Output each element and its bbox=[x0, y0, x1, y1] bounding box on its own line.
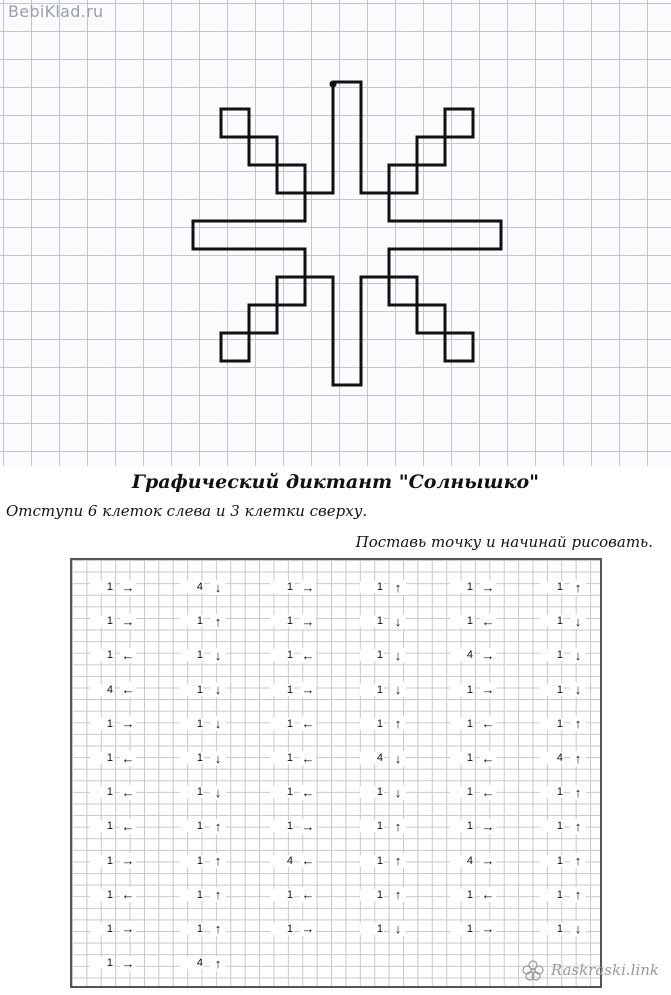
step-count: 1 bbox=[180, 615, 204, 627]
step-count: 1 bbox=[180, 786, 204, 798]
instruction-offset: Отступи 6 клеток слева и 3 клетки сверху. bbox=[6, 502, 368, 520]
step bbox=[540, 673, 600, 707]
step-count: 1 bbox=[540, 718, 564, 730]
arrow-up-icon: ↑ bbox=[210, 956, 226, 971]
step-count: 1 bbox=[180, 923, 204, 935]
arrow-right-icon: → bbox=[301, 682, 315, 698]
step-count: 1 bbox=[90, 615, 114, 627]
step-count: 1 bbox=[360, 649, 384, 661]
step-count: 1 bbox=[180, 649, 204, 661]
step bbox=[360, 604, 420, 638]
arrow-right-icon: → bbox=[481, 921, 495, 937]
arrow-left-icon: ← bbox=[481, 613, 495, 629]
step bbox=[360, 638, 420, 672]
step bbox=[90, 912, 150, 946]
step bbox=[540, 741, 600, 775]
arrow-right-icon: → bbox=[121, 716, 135, 732]
step-count: 1 bbox=[270, 786, 294, 798]
arrow-left-icon: ← bbox=[301, 647, 315, 663]
step-count: 1 bbox=[270, 615, 294, 627]
step bbox=[450, 707, 510, 741]
step bbox=[270, 604, 330, 638]
step bbox=[540, 878, 600, 912]
arrow-up-icon: ↑ bbox=[390, 716, 406, 731]
arrow-left-icon: ← bbox=[481, 716, 495, 732]
arrow-left-icon: ← bbox=[481, 750, 495, 766]
step bbox=[540, 809, 600, 843]
footer-logo bbox=[521, 959, 659, 981]
arrow-down-icon: ↓ bbox=[210, 716, 226, 731]
step-count: 1 bbox=[450, 684, 474, 696]
step-count: 1 bbox=[90, 752, 114, 764]
step-count: 1 bbox=[270, 752, 294, 764]
step-count: 1 bbox=[360, 820, 384, 832]
arrow-up-icon: ↑ bbox=[210, 614, 226, 629]
arrow-down-icon: ↓ bbox=[390, 921, 406, 936]
arrow-down-icon: ↓ bbox=[390, 648, 406, 663]
arrow-left-icon: ← bbox=[301, 750, 315, 766]
step-count: 1 bbox=[90, 923, 114, 935]
sun-outline bbox=[193, 82, 501, 385]
step-count: 1 bbox=[360, 923, 384, 935]
step-count: 4 bbox=[450, 649, 474, 661]
step-count: 1 bbox=[540, 820, 564, 832]
step bbox=[450, 638, 510, 672]
step-count: 4 bbox=[270, 855, 294, 867]
arrow-left-icon: ← bbox=[481, 784, 495, 800]
step bbox=[450, 809, 510, 843]
step-count: 4 bbox=[450, 855, 474, 867]
step bbox=[540, 912, 600, 946]
page-title: Графический диктант "Солнышко" bbox=[131, 471, 540, 493]
arrow-right-icon: → bbox=[481, 682, 495, 698]
step-count: 1 bbox=[270, 649, 294, 661]
step-count: 1 bbox=[270, 820, 294, 832]
step bbox=[360, 741, 420, 775]
step-count: 1 bbox=[360, 581, 384, 593]
step-count: 1 bbox=[360, 718, 384, 730]
arrow-up-icon: ↑ bbox=[570, 853, 586, 868]
step bbox=[360, 673, 420, 707]
step-count: 1 bbox=[90, 649, 114, 661]
watermark-top: BebiKlad.ru bbox=[8, 2, 104, 21]
step-count: 1 bbox=[180, 684, 204, 696]
step bbox=[180, 673, 240, 707]
step bbox=[180, 707, 240, 741]
step-count: 1 bbox=[270, 581, 294, 593]
step-count: 1 bbox=[450, 718, 474, 730]
step-count: 1 bbox=[540, 581, 564, 593]
arrow-left-icon: ← bbox=[121, 750, 135, 766]
step-count: 1 bbox=[540, 684, 564, 696]
step bbox=[180, 912, 240, 946]
step bbox=[180, 775, 240, 809]
step-count: 1 bbox=[270, 923, 294, 935]
arrow-right-icon: → bbox=[121, 853, 135, 869]
step bbox=[270, 844, 330, 878]
step-count: 1 bbox=[450, 820, 474, 832]
step-count: 1 bbox=[540, 923, 564, 935]
step-count: 1 bbox=[90, 957, 114, 969]
step bbox=[180, 604, 240, 638]
step bbox=[540, 638, 600, 672]
step bbox=[360, 775, 420, 809]
step bbox=[90, 775, 150, 809]
arrow-up-icon: ↑ bbox=[570, 751, 586, 766]
arrow-right-icon: → bbox=[481, 853, 495, 869]
step bbox=[180, 741, 240, 775]
step bbox=[270, 570, 330, 604]
arrow-right-icon: → bbox=[301, 818, 315, 834]
step-count: 4 bbox=[180, 581, 204, 593]
arrow-up-icon: ↑ bbox=[570, 580, 586, 595]
arrow-down-icon: ↓ bbox=[390, 751, 406, 766]
steps-table bbox=[70, 558, 602, 988]
step bbox=[270, 878, 330, 912]
arrow-up-icon: ↑ bbox=[570, 785, 586, 800]
step bbox=[90, 707, 150, 741]
step bbox=[540, 707, 600, 741]
arrow-down-icon: ↓ bbox=[390, 785, 406, 800]
step bbox=[270, 673, 330, 707]
step bbox=[360, 809, 420, 843]
step bbox=[450, 878, 510, 912]
step bbox=[360, 844, 420, 878]
step-count: 1 bbox=[360, 615, 384, 627]
arrow-down-icon: ↓ bbox=[210, 751, 226, 766]
arrow-up-icon: ↑ bbox=[390, 819, 406, 834]
step-count: 1 bbox=[360, 684, 384, 696]
step bbox=[450, 844, 510, 878]
arrow-left-icon: ← bbox=[121, 784, 135, 800]
arrow-right-icon: → bbox=[121, 921, 135, 937]
step bbox=[90, 741, 150, 775]
arrow-right-icon: → bbox=[481, 579, 495, 595]
arrow-left-icon: ← bbox=[301, 887, 315, 903]
steps-column-2 bbox=[180, 570, 240, 980]
arrow-up-icon: ↑ bbox=[210, 819, 226, 834]
step-count: 1 bbox=[90, 718, 114, 730]
arrow-right-icon: → bbox=[301, 613, 315, 629]
step bbox=[270, 707, 330, 741]
step-count: 1 bbox=[450, 786, 474, 798]
arrow-left-icon: ← bbox=[121, 682, 135, 698]
steps-column-6 bbox=[540, 570, 600, 946]
step bbox=[360, 707, 420, 741]
step bbox=[450, 570, 510, 604]
step-count: 1 bbox=[180, 855, 204, 867]
arrow-up-icon: ↑ bbox=[570, 819, 586, 834]
instruction-start: Поставь точку и начинай рисовать. bbox=[355, 533, 653, 551]
step-count: 1 bbox=[90, 786, 114, 798]
step bbox=[270, 912, 330, 946]
step bbox=[450, 604, 510, 638]
steps-column-4 bbox=[360, 570, 420, 946]
step-count: 1 bbox=[180, 718, 204, 730]
step-count: 1 bbox=[540, 889, 564, 901]
flower-icon bbox=[521, 959, 545, 981]
step bbox=[360, 912, 420, 946]
arrow-right-icon: → bbox=[301, 579, 315, 595]
arrow-left-icon: ← bbox=[121, 887, 135, 903]
step-count: 1 bbox=[450, 581, 474, 593]
step bbox=[180, 809, 240, 843]
arrow-left-icon: ← bbox=[481, 887, 495, 903]
arrow-left-icon: ← bbox=[301, 716, 315, 732]
step bbox=[450, 673, 510, 707]
arrow-right-icon: → bbox=[481, 647, 495, 663]
step bbox=[270, 775, 330, 809]
step bbox=[270, 638, 330, 672]
step bbox=[90, 844, 150, 878]
arrow-up-icon: ↑ bbox=[390, 853, 406, 868]
step bbox=[180, 844, 240, 878]
step bbox=[540, 844, 600, 878]
arrow-down-icon: ↓ bbox=[210, 785, 226, 800]
step-count: 1 bbox=[450, 889, 474, 901]
step-count: 1 bbox=[540, 649, 564, 661]
start-point bbox=[330, 81, 337, 88]
step bbox=[540, 570, 600, 604]
step-count: 1 bbox=[540, 615, 564, 627]
step bbox=[270, 741, 330, 775]
arrow-down-icon: ↓ bbox=[210, 648, 226, 663]
footer-logo-text: Raskraski.link bbox=[550, 961, 659, 979]
step bbox=[360, 570, 420, 604]
step bbox=[270, 809, 330, 843]
step bbox=[540, 604, 600, 638]
arrow-right-icon: → bbox=[121, 955, 135, 971]
step bbox=[450, 912, 510, 946]
arrow-right-icon: → bbox=[301, 921, 315, 937]
step-count: 4 bbox=[540, 752, 564, 764]
sun-drawing bbox=[0, 0, 671, 466]
step bbox=[180, 878, 240, 912]
step-count: 1 bbox=[450, 923, 474, 935]
arrow-right-icon: → bbox=[481, 818, 495, 834]
step-count: 1 bbox=[450, 752, 474, 764]
step-count: 1 bbox=[90, 855, 114, 867]
steps-column-1 bbox=[90, 570, 150, 980]
step bbox=[90, 946, 150, 980]
step-count: 1 bbox=[270, 718, 294, 730]
step bbox=[180, 946, 240, 980]
arrow-left-icon: ← bbox=[121, 647, 135, 663]
arrow-down-icon: ↓ bbox=[570, 921, 586, 936]
step-count: 1 bbox=[360, 786, 384, 798]
steps-column-5 bbox=[450, 570, 510, 946]
arrow-up-icon: ↑ bbox=[570, 887, 586, 902]
step-count: 1 bbox=[360, 855, 384, 867]
arrow-down-icon: ↓ bbox=[210, 682, 226, 697]
arrow-up-icon: ↑ bbox=[390, 887, 406, 902]
arrow-down-icon: ↓ bbox=[210, 580, 226, 595]
step bbox=[540, 775, 600, 809]
step-count: 1 bbox=[450, 615, 474, 627]
arrow-up-icon: ↑ bbox=[210, 921, 226, 936]
arrow-right-icon: → bbox=[121, 613, 135, 629]
arrow-up-icon: ↑ bbox=[390, 580, 406, 595]
arrow-left-icon: ← bbox=[301, 853, 315, 869]
arrow-left-icon: ← bbox=[121, 818, 135, 834]
step bbox=[450, 775, 510, 809]
arrow-up-icon: ↑ bbox=[210, 887, 226, 902]
step-count: 1 bbox=[540, 786, 564, 798]
step-count: 1 bbox=[90, 820, 114, 832]
arrow-down-icon: ↓ bbox=[570, 682, 586, 697]
arrow-right-icon: → bbox=[121, 579, 135, 595]
step bbox=[90, 604, 150, 638]
arrow-down-icon: ↓ bbox=[390, 682, 406, 697]
arrow-up-icon: ↑ bbox=[210, 853, 226, 868]
step bbox=[90, 638, 150, 672]
step-count: 1 bbox=[180, 820, 204, 832]
step bbox=[360, 878, 420, 912]
arrow-down-icon: ↓ bbox=[570, 614, 586, 629]
step bbox=[450, 741, 510, 775]
step bbox=[180, 570, 240, 604]
step-count: 1 bbox=[360, 889, 384, 901]
step-count: 1 bbox=[270, 889, 294, 901]
step-count: 1 bbox=[90, 889, 114, 901]
step bbox=[90, 809, 150, 843]
arrow-up-icon: ↑ bbox=[570, 716, 586, 731]
steps-column-3 bbox=[270, 570, 330, 946]
step bbox=[180, 638, 240, 672]
step-count: 1 bbox=[90, 581, 114, 593]
step-count: 4 bbox=[90, 684, 114, 696]
step-count: 1 bbox=[180, 889, 204, 901]
step bbox=[90, 570, 150, 604]
arrow-down-icon: ↓ bbox=[570, 648, 586, 663]
step-count: 4 bbox=[180, 957, 204, 969]
step-count: 1 bbox=[270, 684, 294, 696]
step-count: 4 bbox=[360, 752, 384, 764]
arrow-down-icon: ↓ bbox=[390, 614, 406, 629]
step bbox=[90, 673, 150, 707]
step-count: 1 bbox=[180, 752, 204, 764]
step bbox=[90, 878, 150, 912]
step-count: 1 bbox=[540, 855, 564, 867]
arrow-left-icon: ← bbox=[301, 784, 315, 800]
